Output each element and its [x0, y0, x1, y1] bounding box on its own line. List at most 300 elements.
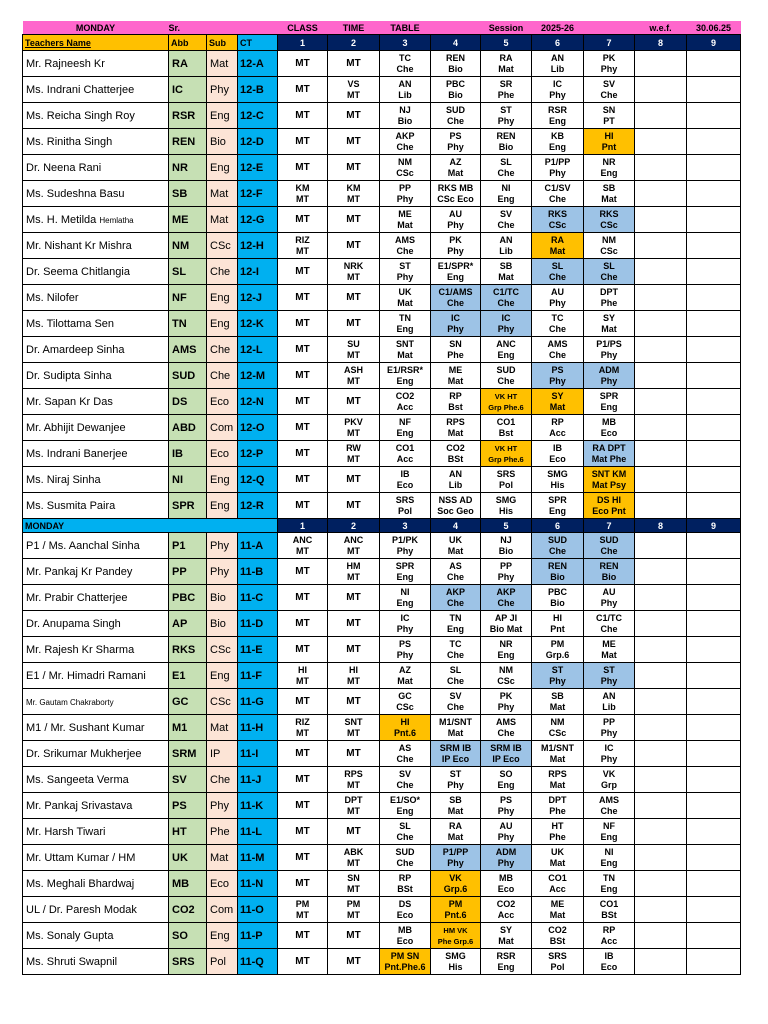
period-cell: [380, 741, 431, 767]
period-cell: [532, 637, 584, 663]
teacher-name: [23, 533, 169, 559]
teacher-name-text: UL / Dr. Paresh Modak: [26, 903, 137, 916]
period-bottom: Bio: [550, 597, 565, 608]
period-bottom: Mat: [397, 297, 413, 308]
period-cell: [328, 259, 380, 285]
period-top: MB: [499, 872, 513, 883]
class-teacher-of: 11-I: [238, 741, 278, 767]
period-top: MT: [295, 500, 310, 511]
period-cell: [584, 207, 635, 233]
period-top: C1/TC: [595, 612, 622, 623]
period-cell: [278, 77, 328, 103]
period-top: AN: [602, 690, 616, 701]
period-bottom: Che: [497, 727, 515, 738]
period-cell: [278, 923, 328, 949]
period-top: ST: [500, 104, 512, 115]
period-top: SV: [398, 768, 411, 779]
period-top: MT: [346, 644, 361, 655]
period-top: RIZ: [295, 716, 310, 727]
period-bottom: Pnt: [550, 623, 565, 634]
period-bottom: Acc: [396, 401, 414, 412]
period-bottom: MT: [296, 675, 309, 686]
period-top: MT: [346, 618, 361, 629]
period-top: SUD: [395, 846, 415, 857]
teacher-abbreviation: AMS: [169, 337, 207, 363]
period-cell: [635, 871, 687, 897]
period-cell: [380, 207, 431, 233]
period-bottom: MT: [296, 245, 309, 256]
period-top: VK: [602, 768, 616, 779]
period-cell: [380, 311, 431, 337]
period-bottom: Che: [446, 115, 464, 126]
period-bottom: Acc: [396, 453, 414, 464]
teacher-name: [23, 585, 169, 611]
teacher-name-text: Mr. Prabir Chatterjee: [26, 591, 128, 604]
period-cell: [431, 611, 481, 637]
period-cell: [635, 585, 687, 611]
period-cell: [481, 585, 532, 611]
period-top: RP: [449, 390, 462, 401]
teacher-row: [23, 337, 741, 363]
period-cell: [635, 741, 687, 767]
period-cell: [532, 441, 584, 467]
teacher-row: [23, 845, 741, 871]
period-bottom: Bst: [448, 401, 463, 412]
period-cell: [481, 819, 532, 845]
period-top: PS: [398, 638, 411, 649]
period-header: 5: [481, 35, 532, 51]
teacher-name: [23, 389, 169, 415]
period-bottom: Phy: [600, 675, 618, 686]
period-bottom: Pol: [397, 505, 412, 516]
teacher-name-text: P1 / Ms. Aanchal Sinha: [26, 539, 140, 552]
period-bottom: Bio: [550, 571, 565, 582]
period-top: MT: [346, 110, 361, 121]
period-bottom: Phy: [549, 675, 566, 686]
period-bottom: CSc Eco: [437, 193, 474, 204]
teacher-abbreviation: CO2: [169, 897, 207, 923]
period-cell: [584, 311, 635, 337]
period-bottom: Lib: [398, 89, 412, 100]
period-bottom: MT: [347, 193, 360, 204]
period-cell: [687, 51, 741, 77]
period-bottom: CSc: [396, 701, 414, 712]
period-top: SL: [449, 664, 462, 675]
class-teacher-of: 12-L: [238, 337, 278, 363]
period-top: ANC: [496, 338, 516, 349]
period-cell: [278, 181, 328, 207]
period-bottom: Eco: [396, 909, 414, 920]
teacher-name: [23, 441, 169, 467]
period-bottom: Che: [497, 297, 515, 308]
period-cell: [431, 663, 481, 689]
teacher-name: [23, 897, 169, 923]
teacher-abbreviation: NM: [169, 233, 207, 259]
period-top: MT: [295, 370, 310, 381]
period-cell: [431, 871, 481, 897]
period-top: NM: [499, 664, 513, 675]
period-top: CO1: [496, 416, 516, 427]
period-bottom: Mat Psy: [591, 479, 626, 490]
teacher-subject: Phy: [207, 77, 238, 103]
teacher-name-text: Ms. Shruti Swapnil: [26, 955, 118, 968]
teacher-abbreviation: PS: [169, 793, 207, 819]
class-teacher-of: 12-J: [238, 285, 278, 311]
period-cell: [532, 103, 584, 129]
period-cell: [687, 337, 741, 363]
teacher-abbreviation: ME: [169, 207, 207, 233]
period-bottom: MT: [347, 375, 360, 386]
period-cell: [635, 207, 687, 233]
teacher-abbreviation: HT: [169, 819, 207, 845]
period-bottom: Eng: [497, 961, 515, 972]
teacher-subject: CSc: [207, 689, 238, 715]
period-top: M1/SNT: [438, 716, 472, 727]
period-cell: [431, 559, 481, 585]
teacher-row: [23, 415, 741, 441]
teacher-abbreviation: NI: [169, 467, 207, 493]
period-top: AS: [449, 560, 462, 571]
period-top: RP: [602, 924, 616, 935]
period-cell: [278, 129, 328, 155]
teacher-name: [23, 259, 169, 285]
period-bottom: Mat: [549, 753, 566, 764]
class-teacher-of: 11-O: [238, 897, 278, 923]
period-cell: [328, 923, 380, 949]
period-top: SB: [499, 260, 513, 271]
period-cell: [278, 311, 328, 337]
period-cell: [481, 415, 532, 441]
period-cell: [532, 363, 584, 389]
teacher-subject: Eng: [207, 311, 238, 337]
period-cell: [278, 845, 328, 871]
period-top: SL: [551, 260, 564, 271]
period-bottom: Bio: [397, 115, 413, 126]
period-cell: [687, 793, 741, 819]
teacher-row: [23, 611, 741, 637]
teacher-row: [23, 181, 741, 207]
teacher-name: [23, 767, 169, 793]
period-top: P1/PK: [391, 534, 418, 545]
teacher-row: [23, 493, 741, 519]
period-cell: [635, 897, 687, 923]
teacher-abbreviation: SV: [169, 767, 207, 793]
teacher-name-text: Ms. Sangeeta Verma: [26, 773, 129, 786]
period-bottom: Che: [548, 323, 566, 334]
teacher-row: [23, 363, 741, 389]
period-bottom: Phy: [447, 323, 464, 334]
class-teacher-of: 12-F: [238, 181, 278, 207]
period-bottom: Eng: [396, 597, 414, 608]
period-top: SL: [399, 820, 411, 831]
period-cell: [584, 637, 635, 663]
teacher-abbreviation: NR: [169, 155, 207, 181]
period-bottom: Mat: [601, 323, 617, 334]
period-top: PP: [398, 182, 411, 193]
period-top: SPR: [548, 494, 567, 505]
period-bottom: Mat Phe: [591, 453, 627, 464]
period-bottom: Eng: [600, 401, 618, 412]
teacher-row: [23, 77, 741, 103]
teacher-row: [23, 767, 741, 793]
period-top: MT: [295, 878, 310, 889]
period-bottom: Mat: [601, 649, 617, 660]
period-cell: [635, 715, 687, 741]
teacher-subject: Pol: [207, 949, 238, 975]
period-top: IC: [400, 612, 410, 623]
period-cell: [532, 897, 584, 923]
teacher-name: [23, 871, 169, 897]
period-header: 6: [532, 35, 584, 51]
period-bottom: Pol: [550, 961, 565, 972]
period-top: CO1: [395, 442, 415, 453]
teacher-name: [23, 637, 169, 663]
period-top: MB: [602, 416, 616, 427]
period-cell: [687, 389, 741, 415]
period-cell: [328, 51, 380, 77]
period-bottom: Che: [600, 623, 618, 634]
period-bottom: Mat: [498, 935, 514, 946]
teacher-name: [23, 51, 169, 77]
period-cell: [328, 337, 380, 363]
period-cell: [328, 207, 380, 233]
period-cell: [635, 155, 687, 181]
class-teacher-of: 12-M: [238, 363, 278, 389]
period-top: AP JI: [494, 612, 518, 623]
period-top: MT: [295, 136, 310, 147]
period-bottom: Pnt.Phe.6: [384, 961, 426, 972]
period-top: RKS: [547, 208, 567, 219]
period-cell: [481, 155, 532, 181]
teacher-name-text: Mr. Pankaj Kr Pandey: [26, 565, 133, 578]
period-cell: [278, 819, 328, 845]
period-top: C1/SV: [544, 182, 571, 193]
period-cell: [532, 155, 584, 181]
period-top: SV: [449, 690, 462, 701]
period-bottom: Phy: [600, 753, 618, 764]
period-cell: [532, 129, 584, 155]
period-top: MB: [398, 924, 412, 935]
period-cell: [278, 337, 328, 363]
teacher-name-text: Ms. Reicha Singh Roy: [26, 109, 135, 122]
period-top: MT: [295, 696, 310, 707]
period-cell: [431, 793, 481, 819]
period-top: SL: [500, 156, 512, 167]
teacher-name: [23, 129, 169, 155]
period-top: CO2: [496, 898, 516, 909]
period-top: AU: [499, 820, 513, 831]
period-top: AU: [449, 208, 462, 219]
period-top: GC: [398, 690, 412, 701]
period-top: RKS MB: [437, 182, 474, 193]
period-cell: [584, 611, 635, 637]
period-cell: [328, 793, 380, 819]
period-bottom: MT: [296, 545, 309, 556]
period-top: RPS: [446, 416, 465, 427]
period-top: DS HI: [596, 494, 621, 505]
period-cell: [584, 663, 635, 689]
period-cell: [380, 441, 431, 467]
period-top: REN: [445, 52, 465, 63]
period-top: SV: [602, 78, 615, 89]
period-header: 9: [687, 519, 741, 533]
teacher-subject: Mat: [207, 715, 238, 741]
teacher-abbreviation: RA: [169, 51, 207, 77]
period-bottom: Acc: [497, 909, 515, 920]
period-top: MT: [295, 826, 310, 837]
period-cell: [278, 233, 328, 259]
teacher-abbreviation: ABD: [169, 415, 207, 441]
period-cell: [380, 77, 431, 103]
teacher-row: [23, 533, 741, 559]
period-cell: [380, 585, 431, 611]
period-cell: [278, 897, 328, 923]
period-top: TC: [449, 638, 462, 649]
period-top: E1/SO*: [389, 794, 420, 805]
period-bottom: Mat: [549, 701, 566, 712]
class-teacher-of: 12-C: [238, 103, 278, 129]
period-top: MT: [295, 474, 310, 485]
period-bottom: Mat: [397, 349, 413, 360]
teacher-abbreviation: SRS: [169, 949, 207, 975]
period-cell: [532, 923, 584, 949]
period-cell: [635, 181, 687, 207]
period-bottom: CSc: [497, 675, 515, 686]
period-cell: [278, 389, 328, 415]
period-cell: [380, 233, 431, 259]
period-header: 8: [635, 519, 687, 533]
period-top: VK HT: [494, 443, 518, 453]
teacher-row: [23, 559, 741, 585]
period-top: DPT: [600, 286, 618, 297]
period-cell: [481, 559, 532, 585]
period-bottom: Phy: [396, 649, 414, 660]
period-cell: [532, 559, 584, 585]
teacher-row: [23, 129, 741, 155]
teacher-row: [23, 637, 741, 663]
period-bottom: Phy: [600, 375, 618, 386]
ct-header: CT: [238, 35, 278, 51]
period-cell: [380, 611, 431, 637]
class-teacher-of: 11-N: [238, 871, 278, 897]
period-top: MT: [295, 110, 310, 121]
period-cell: [687, 897, 741, 923]
period-top: RA DPT: [592, 442, 626, 453]
period-bottom: Eco: [396, 479, 414, 490]
period-bottom: MT: [347, 545, 360, 556]
class-teacher-of: 12-A: [238, 51, 278, 77]
period-top: HI: [400, 716, 410, 727]
teacher-abbreviation: NF: [169, 285, 207, 311]
period-cell: [532, 77, 584, 103]
teacher-name-text: Dr. Anupama Singh: [26, 617, 121, 630]
period-bottom: MT: [347, 675, 360, 686]
period-top: P1/PP: [442, 846, 469, 857]
period-bottom: Che: [497, 375, 515, 386]
period-top: DPT: [548, 794, 567, 805]
teacher-abbreviation: RKS: [169, 637, 207, 663]
period-bottom: Che: [446, 597, 464, 608]
wef-date: 30.06.25: [687, 21, 741, 35]
period-bottom: Eco: [600, 961, 618, 972]
teacher-name-text: Ms. Rinitha Singh: [26, 135, 113, 148]
period-top: PKV: [344, 416, 363, 427]
period-top: AN: [551, 52, 564, 63]
period-top: ANC: [343, 534, 364, 545]
teacher-row: [23, 311, 741, 337]
period-cell: [584, 767, 635, 793]
timetable: [22, 21, 741, 975]
teacher-name-text: Ms. Indrani Chatterjee: [26, 83, 135, 96]
period-cell: [584, 103, 635, 129]
period-bottom: Phy: [549, 89, 566, 100]
period-top: TN: [603, 872, 615, 883]
teacher-name: [23, 77, 169, 103]
period-top: MT: [346, 58, 361, 69]
period-cell: [687, 233, 741, 259]
period-cell: [380, 103, 431, 129]
period-cell: [635, 285, 687, 311]
class-teacher-of: 12-N: [238, 389, 278, 415]
period-bottom: Che: [396, 831, 414, 842]
period-top: NM: [398, 156, 412, 167]
period-cell: [278, 611, 328, 637]
period-cell: [431, 337, 481, 363]
period-cell: [584, 949, 635, 975]
teacher-name-text: E1 / Mr. Himadri Ramani: [26, 669, 146, 682]
period-cell: [635, 845, 687, 871]
period-cell: [278, 259, 328, 285]
period-cell: [431, 103, 481, 129]
period-bottom: Pnt: [601, 141, 617, 152]
period-bottom: Pol: [498, 479, 513, 490]
period-cell: [380, 923, 431, 949]
teachers-name-header: Teachers Name: [23, 35, 169, 51]
period-bottom: Eng: [396, 323, 414, 334]
period-top: RSR: [496, 950, 516, 961]
teacher-name: [23, 233, 169, 259]
period-bottom: CSc: [548, 219, 567, 230]
class-teacher-of: 11-Q: [238, 949, 278, 975]
teacher-abbreviation: PP: [169, 559, 207, 585]
period-top: MT: [295, 748, 310, 759]
period-cell: [328, 389, 380, 415]
period-top: AU: [551, 286, 564, 297]
period-bottom: Grp.6: [545, 649, 570, 660]
period-top: SUD: [599, 534, 619, 545]
period-top: PP: [602, 716, 615, 727]
period-top: SR: [499, 78, 513, 89]
period-bottom: MT: [347, 883, 360, 894]
period-cell: [584, 181, 635, 207]
period-cell: [481, 233, 532, 259]
period-cell: [328, 637, 380, 663]
period-top: MT: [295, 566, 310, 577]
period-top: SUD: [547, 534, 567, 545]
period-top: ABK: [343, 846, 364, 857]
period-bottom: Phy: [600, 63, 618, 74]
period-top: MT: [346, 592, 361, 603]
period-top: NF: [603, 820, 615, 831]
period-cell: [584, 715, 635, 741]
period-cell: [687, 285, 741, 311]
period-bottom: Bio: [448, 63, 463, 74]
period-bottom: Phy: [396, 623, 414, 634]
period-top: PP: [499, 560, 512, 571]
period-top: SY: [602, 312, 615, 323]
teacher-name-text: Mr. Rajneesh Kr: [26, 57, 105, 70]
period-cell: [328, 77, 380, 103]
